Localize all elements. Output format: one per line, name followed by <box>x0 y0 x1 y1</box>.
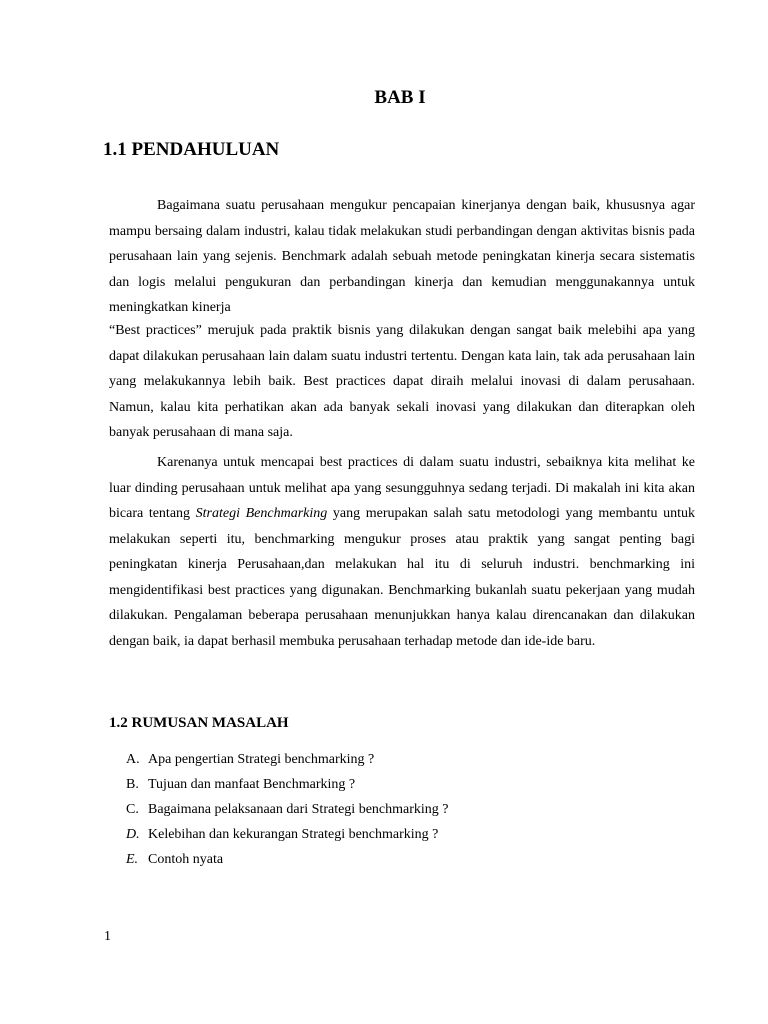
list-item <box>126 799 449 824</box>
paragraph-text: Bagaimana suatu perusahaan mengukur pencapaian kinerjanya dengan baik, khususnya agar mampu bersaing dalam industri, kalau tidak melakukan studi perbandingan dengan aktivitas bisnis pada perusahaan lain yang sejenis. Benchmark adalah sebuah metode peningkatan kinerja secara sistematis dan logis melalui pengukuran dan perbandingan kinerja dan kemudian menggunakannya untuk meningkatkan kinerja <box>109 198 695 315</box>
paragraph-italic-term: Strategi Benchmarking <box>195 506 328 521</box>
page-number: 1 <box>104 929 111 944</box>
list-marker: D. <box>126 827 140 842</box>
list-item-text: Apa pengertian Strategi benchmarking ? <box>148 752 375 767</box>
list-item-text: Kelebihan dan kekurangan Strategi benchmarking ? <box>148 827 439 842</box>
section-heading-introduction: 1.1 PENDAHULUAN <box>103 139 280 160</box>
list-marker: A. <box>126 752 140 767</box>
list-marker: B. <box>126 777 139 792</box>
list-item <box>126 749 449 774</box>
section-heading-problem-statement: 1.2 RUMUSAN MASALAH <box>109 715 289 731</box>
list-item-text: Bagaimana pelaksanaan dari Strategi benchmarking ? <box>148 802 449 817</box>
list-item <box>126 824 449 849</box>
chapter-title: BAB I <box>374 87 426 108</box>
list-item <box>126 774 449 799</box>
list-item-text: Contoh nyata <box>148 852 224 867</box>
paragraph-text-after: yang merupakan salah satu metodologi yang membantu untuk melakukan seperti itu, benchmarking mengukur proses atau praktik yang sangat penting bagi peningkatan kinerja Perusahaan,dan melakukan hal itu di seluruh industri. benchmarking ini mengidentifikasi best practices yang digunakan. Benchmarking bukanlah suatu pekerjaan yang mudah dilakukan. Pengalaman beberapa perusahaan menunjukkan hanya kalau direncanakan dan dilakukan dengan baik, ia dapat berhasil membuka perusahaan terhadap metode dan ide-ide baru. <box>109 506 695 649</box>
list-item-text: Tujuan dan manfaat Benchmarking ? <box>148 777 356 792</box>
list-item <box>126 849 449 874</box>
list-marker: C. <box>126 802 139 817</box>
paragraph-introduction-1 <box>109 193 695 321</box>
list-marker: E. <box>126 852 139 867</box>
problem-statement-list <box>126 749 449 874</box>
paragraph-text-before: Karenanya untuk mencapai best practices di dalam suatu industri, sebaiknya kita melihat ke luar dinding perusahaan untuk melihat apa yang sesungguhnya sedang terjadi. Di makalah ini kita akan bicara tentang <box>109 455 695 521</box>
paragraph-benchmarking <box>109 450 695 654</box>
paragraph-best-practices: “Best practices” merujuk pada praktik bisnis yang dilakukan dengan sangat baik melebihi apa yang dapat dilakukan perusahaan lain dalam suatu industri tertentu. Dengan kata lain, tak ada perusahaan lain yang melakukannya lebih baik. Best practices dapat diraih melalui inovasi di dalam perusahaan. Namun, kalau kita perhatikan akan ada banyak sekali inovasi yang dilakukan dan diterapkan oleh banyak perusahaan di mana saja. <box>109 323 695 440</box>
